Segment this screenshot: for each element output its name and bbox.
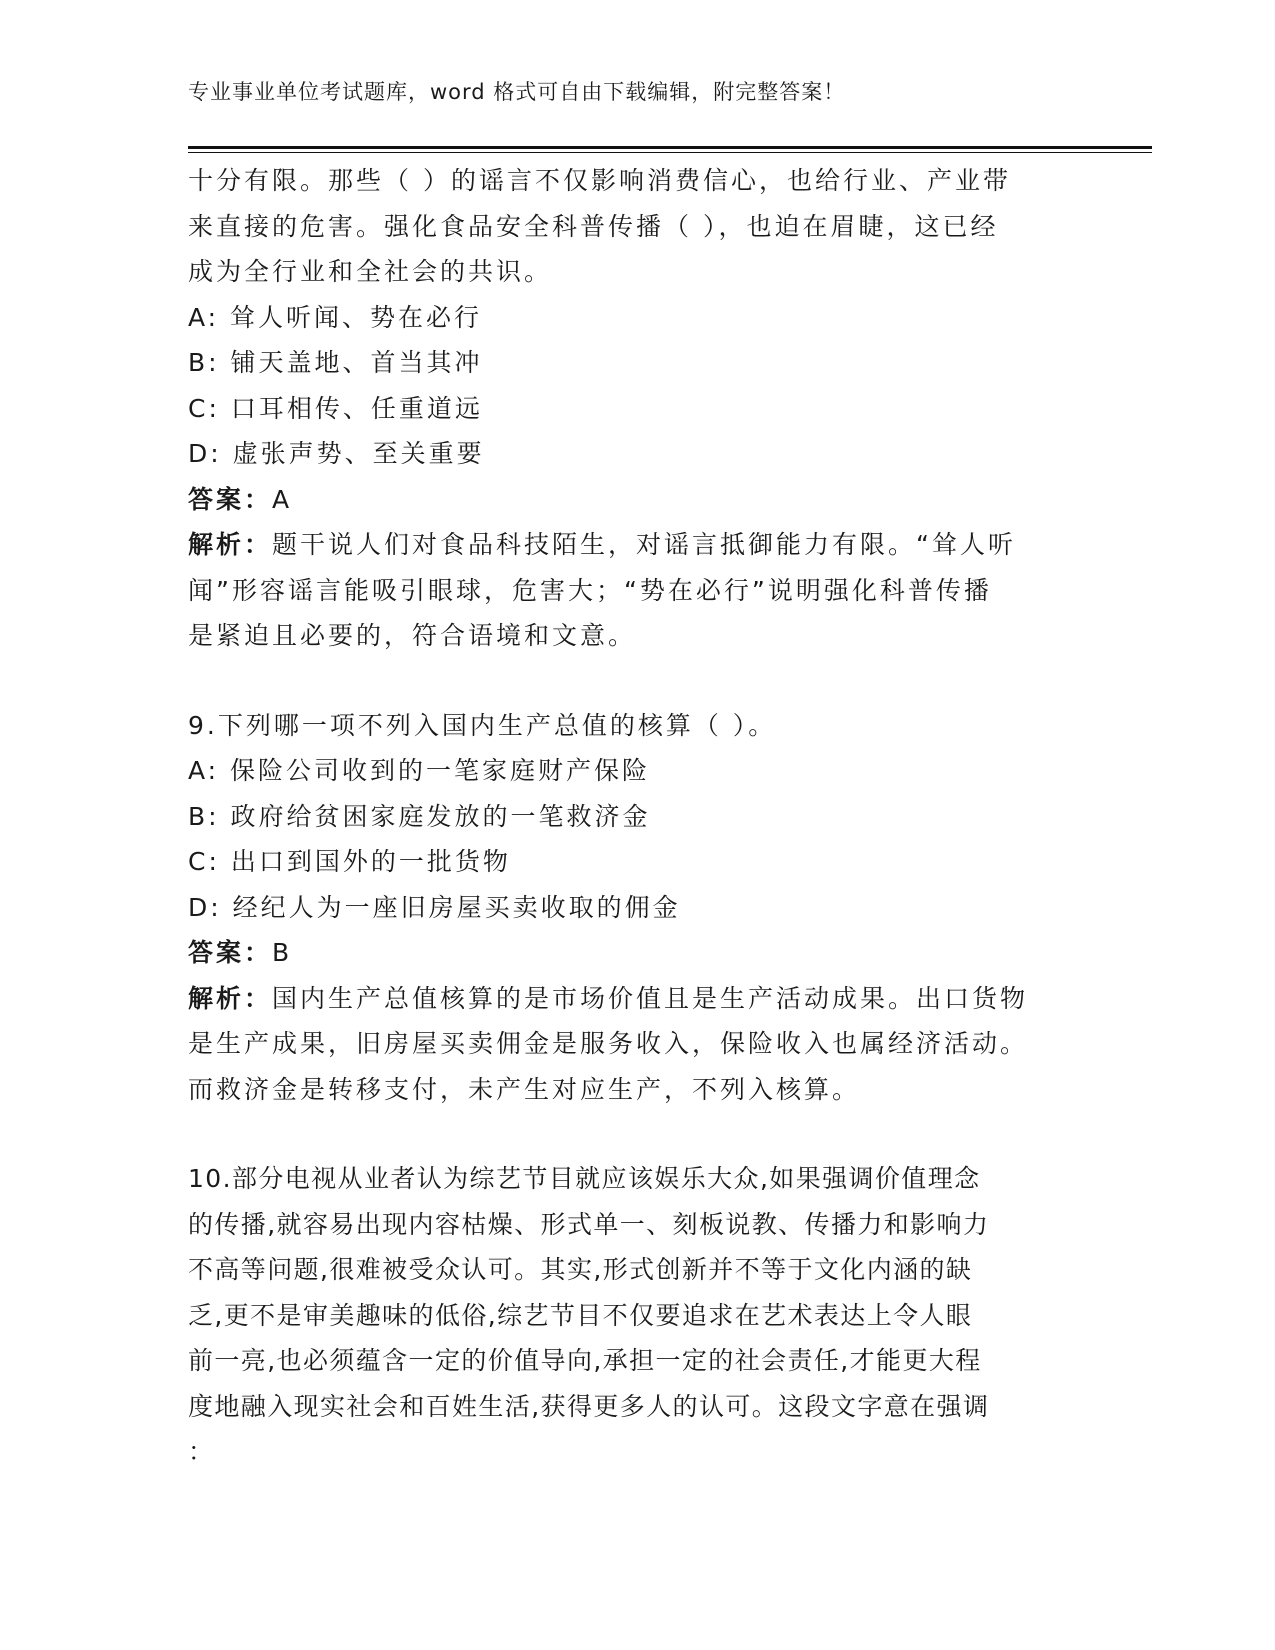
analysis-line: 是生产成果，旧房屋买卖佣金是服务收入，保险收入也属经济活动。 [188, 1029, 1029, 1058]
analysis-line: 而救济金是转移支付，未产生对应生产，不列入核算。 [188, 1074, 861, 1104]
answer-value: B [272, 938, 293, 967]
analysis-line [188, 522, 1088, 568]
answer-value: A [272, 484, 293, 514]
option-c: C: 出口到国外的一批货物 [188, 847, 511, 876]
analysis-text: 题干说人们对食品科技陌生，对谣言抵御能力有限。“耸人听 [272, 530, 1016, 559]
question-stem-line: 十分有限。那些（ ）的谣言不仅影响消费信心，也给行业、产业带 [188, 166, 1011, 195]
analysis-label: 解析： [188, 530, 273, 559]
header-rule-thin [188, 152, 1152, 153]
answer-label: 答案： [188, 938, 273, 967]
option-a: A: 耸人听闻、势在必行 [188, 302, 483, 332]
analysis-line: 是紧迫且必要的，符合语境和文意。 [188, 621, 637, 650]
option-b: B: 政府给贫困家庭发放的一笔救济金 [188, 801, 651, 831]
question-stem-line: 10.部分电视从业者认为综艺节目就应该娱乐大众,如果强调价值理念 [188, 1164, 981, 1193]
spacer [188, 659, 1088, 703]
header-rule-thick [188, 146, 1152, 149]
analysis-line [188, 976, 1088, 1022]
answer-label: 答案： [188, 484, 273, 514]
answer-line [188, 477, 1088, 523]
answer-line [188, 930, 1088, 976]
analysis-text: 国内生产总值核算的是市场价值且是生产活动成果。出口货物 [272, 983, 1029, 1013]
option-b: B: 铺天盖地、首当其冲 [188, 348, 483, 377]
question-stem-line: 来直接的危害。强化食品安全科普传播（ ），也迫在眉睫，这已经 [188, 211, 999, 241]
question-stem-line: 成为全行业和全社会的共识。 [188, 257, 553, 286]
option-c: C: 口耳相传、任重道远 [188, 393, 483, 423]
analysis-label: 解析： [188, 983, 273, 1013]
option-d: D: 虚张声势、至关重要 [188, 439, 485, 468]
question-9 [188, 703, 1088, 1113]
page-header: 专业事业单位考试题库，word 格式可自由下载编辑，附完整答案！ [188, 80, 846, 104]
question-stem-line: 乏,更不是审美趣味的低俗,综艺节目不仅要追求在艺术表达上令人眼 [188, 1300, 973, 1330]
question-stem-line: 9.下列哪一项不列入国内生产总值的核算（ ）。 [188, 710, 777, 740]
analysis-line: 闻”形容谣言能吸引眼球，危害大；“势在必行”说明强化科普传播 [188, 575, 992, 605]
option-a: A: 保险公司收到的一笔家庭财产保险 [188, 756, 651, 785]
document-body [188, 158, 1088, 1475]
spacer [188, 1112, 1088, 1156]
question-stem-line: 不高等问题,很难被受众认可。其实,形式创新并不等于文化内涵的缺 [188, 1255, 973, 1284]
question-8 [188, 158, 1088, 659]
question-stem-line: 的传播,就容易出现内容枯燥、形式单一、刻板说教、传播力和影响力 [188, 1209, 990, 1239]
option-d: D: 经纪人为一座旧房屋买卖收取的佣金 [188, 892, 681, 922]
question-stem-line: 度地融入现实社会和百姓生活,获得更多人的认可。这段文字意在强调 [188, 1391, 990, 1421]
question-stem-line: ： [188, 1437, 215, 1466]
question-stem-line: 前一亮,也必须蕴含一定的价值导向,承担一定的社会责任,才能更大程 [188, 1346, 982, 1375]
question-10 [188, 1156, 1088, 1475]
